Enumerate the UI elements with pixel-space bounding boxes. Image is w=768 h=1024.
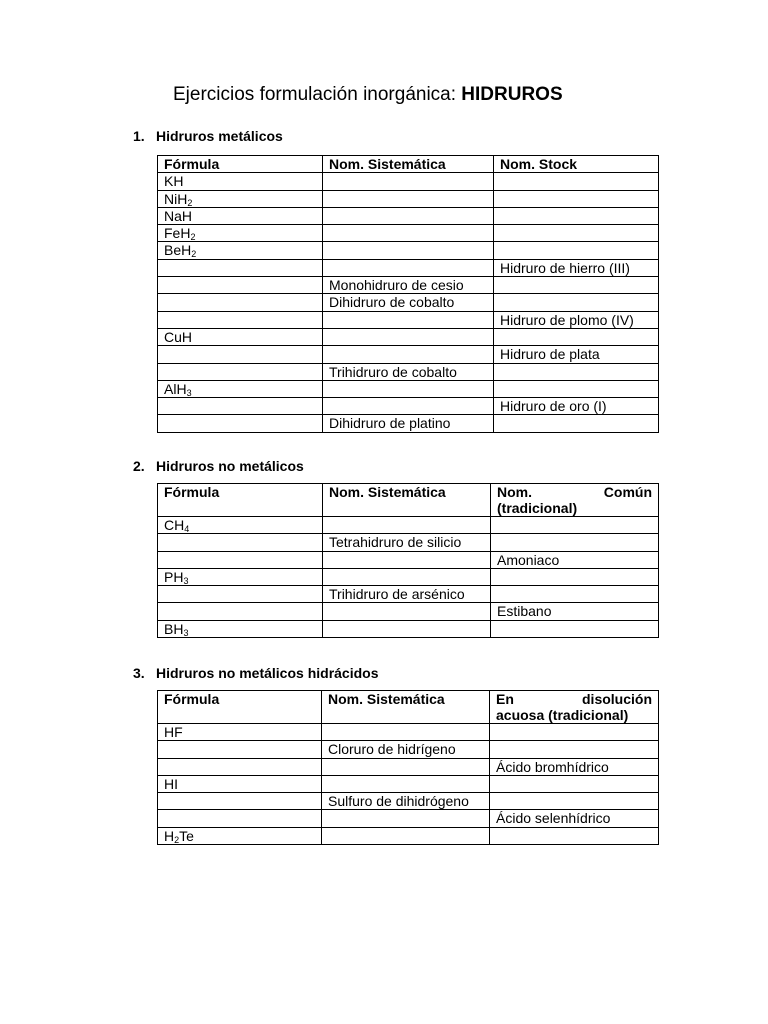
section-heading-3: 3. Hidruros no metálicos hidrácidos: [133, 665, 379, 681]
name-cell[interactable]: Ácido bromhídrico: [490, 758, 659, 775]
formula-cell[interactable]: [158, 551, 323, 568]
name-cell[interactable]: [494, 173, 659, 190]
table-header-row: [158, 484, 659, 517]
formula-cell[interactable]: BeH$_2$: [158, 242, 323, 259]
formula-cell[interactable]: [158, 415, 323, 432]
systematic-name-cell[interactable]: [323, 173, 494, 190]
formula-cell[interactable]: HI: [158, 775, 322, 792]
table-header-row: [158, 156, 659, 173]
table-row: [158, 328, 659, 345]
table-row: [158, 259, 659, 276]
name-cell[interactable]: Hidruro de oro (I): [494, 398, 659, 415]
name-cell[interactable]: [491, 534, 659, 551]
name-cell[interactable]: [491, 620, 659, 637]
name-cell[interactable]: [494, 363, 659, 380]
systematic-name-cell[interactable]: [323, 517, 491, 534]
systematic-name-cell[interactable]: Trihidruro de arsénico: [323, 586, 491, 603]
table-row: [158, 190, 659, 207]
table-row: [158, 724, 659, 741]
name-cell[interactable]: [494, 242, 659, 259]
page-title: Ejercicios formulación inorgánica: HIDRUROS: [173, 84, 563, 105]
table-hidruros-metalicos: [157, 155, 659, 433]
column-header: Nom. Sistemática: [323, 156, 494, 173]
formula-cell[interactable]: $CH_4$: [158, 517, 323, 534]
column-header: En disolución acuosa (tradicional): [490, 691, 659, 724]
table-header-row: [158, 691, 659, 724]
table-hidracidos: [157, 690, 659, 845]
name-cell[interactable]: Ácido selenhídrico: [490, 810, 659, 827]
table-row: [158, 363, 659, 380]
formula-cell[interactable]: $BH_3$: [158, 620, 323, 637]
systematic-name-cell[interactable]: [322, 724, 490, 741]
table-row: [158, 620, 659, 637]
name-cell[interactable]: [490, 827, 659, 844]
table-row: [158, 311, 659, 328]
table-hidruros-no-metalicos: [157, 483, 659, 638]
name-cell[interactable]: [494, 277, 659, 294]
name-cell[interactable]: Hidruro de plomo (IV): [494, 311, 659, 328]
systematic-name-cell[interactable]: [323, 225, 494, 242]
name-cell[interactable]: [491, 586, 659, 603]
systematic-name-cell[interactable]: [323, 190, 494, 207]
column-header: Nom. Stock: [494, 156, 659, 173]
systematic-name-cell[interactable]: [323, 207, 494, 224]
table-row: [158, 242, 659, 259]
column-header: Nom. Común (tradicional): [491, 484, 659, 517]
formula-cell[interactable]: [158, 294, 323, 311]
name-cell[interactable]: [491, 568, 659, 585]
name-cell[interactable]: [494, 328, 659, 345]
name-cell[interactable]: [494, 415, 659, 432]
formula-cell[interactable]: [158, 586, 323, 603]
table-row: [158, 173, 659, 190]
name-cell[interactable]: [494, 380, 659, 397]
table-row: [158, 534, 659, 551]
column-header: Nom. Sistemática: [323, 484, 491, 517]
column-header: Fórmula: [158, 484, 323, 517]
systematic-name-cell[interactable]: [323, 620, 491, 637]
name-cell[interactable]: [491, 517, 659, 534]
systematic-name-cell[interactable]: [323, 380, 494, 397]
table-row: [158, 586, 659, 603]
formula-cell[interactable]: [158, 534, 323, 551]
formula-cell[interactable]: [158, 793, 322, 810]
systematic-name-cell[interactable]: [323, 242, 494, 259]
formula-cell[interactable]: [158, 277, 323, 294]
name-cell[interactable]: Hidruro de plata: [494, 346, 659, 363]
name-cell[interactable]: [490, 724, 659, 741]
name-cell[interactable]: Amoniaco: [491, 551, 659, 568]
formula-cell[interactable]: $PH_3$: [158, 568, 323, 585]
systematic-name-cell[interactable]: [323, 346, 494, 363]
table-row: [158, 775, 659, 792]
formula-cell[interactable]: [158, 259, 323, 276]
table-row: [158, 793, 659, 810]
formula-cell[interactable]: NiH$_2$: [158, 190, 323, 207]
formula-cell[interactable]: KH: [158, 173, 323, 190]
table-row: [158, 380, 659, 397]
table-row: [158, 346, 659, 363]
systematic-name-cell[interactable]: [323, 398, 494, 415]
systematic-name-cell[interactable]: [322, 775, 490, 792]
systematic-name-cell[interactable]: Sulfuro de dihidrógeno: [322, 793, 490, 810]
name-cell[interactable]: [494, 190, 659, 207]
formula-cell[interactable]: [158, 346, 323, 363]
formula-cell[interactable]: [158, 311, 323, 328]
name-cell[interactable]: Estibano: [491, 603, 659, 620]
formula-cell[interactable]: FeH$_2$: [158, 225, 323, 242]
table-row: [158, 398, 659, 415]
table-row: [158, 810, 659, 827]
systematic-name-cell[interactable]: [322, 810, 490, 827]
table-row: [158, 603, 659, 620]
table-row: [158, 277, 659, 294]
name-cell[interactable]: [490, 741, 659, 758]
table-row: [158, 517, 659, 534]
table-row: [158, 827, 659, 844]
formula-cell[interactable]: [158, 603, 323, 620]
name-cell[interactable]: Hidruro de hierro (III): [494, 259, 659, 276]
systematic-name-cell[interactable]: [323, 568, 491, 585]
systematic-name-cell[interactable]: Dihidruro de cobalto: [323, 294, 494, 311]
table-row: [158, 741, 659, 758]
column-header: Nom. Sistemática: [322, 691, 490, 724]
systematic-name-cell[interactable]: [323, 551, 491, 568]
table-row: [158, 207, 659, 224]
formula-cell[interactable]: CuH: [158, 328, 323, 345]
name-cell[interactable]: [490, 775, 659, 792]
systematic-name-cell[interactable]: [322, 827, 490, 844]
systematic-name-cell[interactable]: [323, 259, 494, 276]
column-header: Fórmula: [158, 691, 322, 724]
formula-cell[interactable]: AlH$_3$: [158, 380, 323, 397]
table-row: [158, 294, 659, 311]
table-row: [158, 568, 659, 585]
systematic-name-cell[interactable]: Tetrahidruro de silicio: [323, 534, 491, 551]
section-heading-2: 2. Hidruros no metálicos: [133, 458, 304, 474]
systematic-name-cell[interactable]: [322, 758, 490, 775]
systematic-name-cell[interactable]: Dihidruro de platino: [323, 415, 494, 432]
formula-cell[interactable]: [158, 758, 322, 775]
formula-cell[interactable]: [158, 810, 322, 827]
formula-cell[interactable]: [158, 363, 323, 380]
systematic-name-cell[interactable]: Cloruro de hidrígeno: [322, 741, 490, 758]
formula-cell[interactable]: [158, 741, 322, 758]
name-cell[interactable]: [494, 294, 659, 311]
formula-cell[interactable]: $H_2Te$: [158, 827, 322, 844]
systematic-name-cell[interactable]: [323, 311, 494, 328]
systematic-name-cell[interactable]: [323, 328, 494, 345]
table-row: [158, 225, 659, 242]
systematic-name-cell[interactable]: Monohidruro de cesio: [323, 277, 494, 294]
formula-cell[interactable]: NaH: [158, 207, 323, 224]
table-row: [158, 551, 659, 568]
column-header: Fórmula: [158, 156, 323, 173]
section-heading-1: 1. Hidruros metálicos: [133, 128, 283, 144]
name-cell[interactable]: [494, 207, 659, 224]
name-cell[interactable]: [494, 225, 659, 242]
table-row: [158, 415, 659, 432]
systematic-name-cell[interactable]: [323, 603, 491, 620]
formula-cell[interactable]: [158, 398, 323, 415]
systematic-name-cell[interactable]: Trihidruro de cobalto: [323, 363, 494, 380]
name-cell[interactable]: [490, 793, 659, 810]
formula-cell[interactable]: HF: [158, 724, 322, 741]
table-row: [158, 758, 659, 775]
